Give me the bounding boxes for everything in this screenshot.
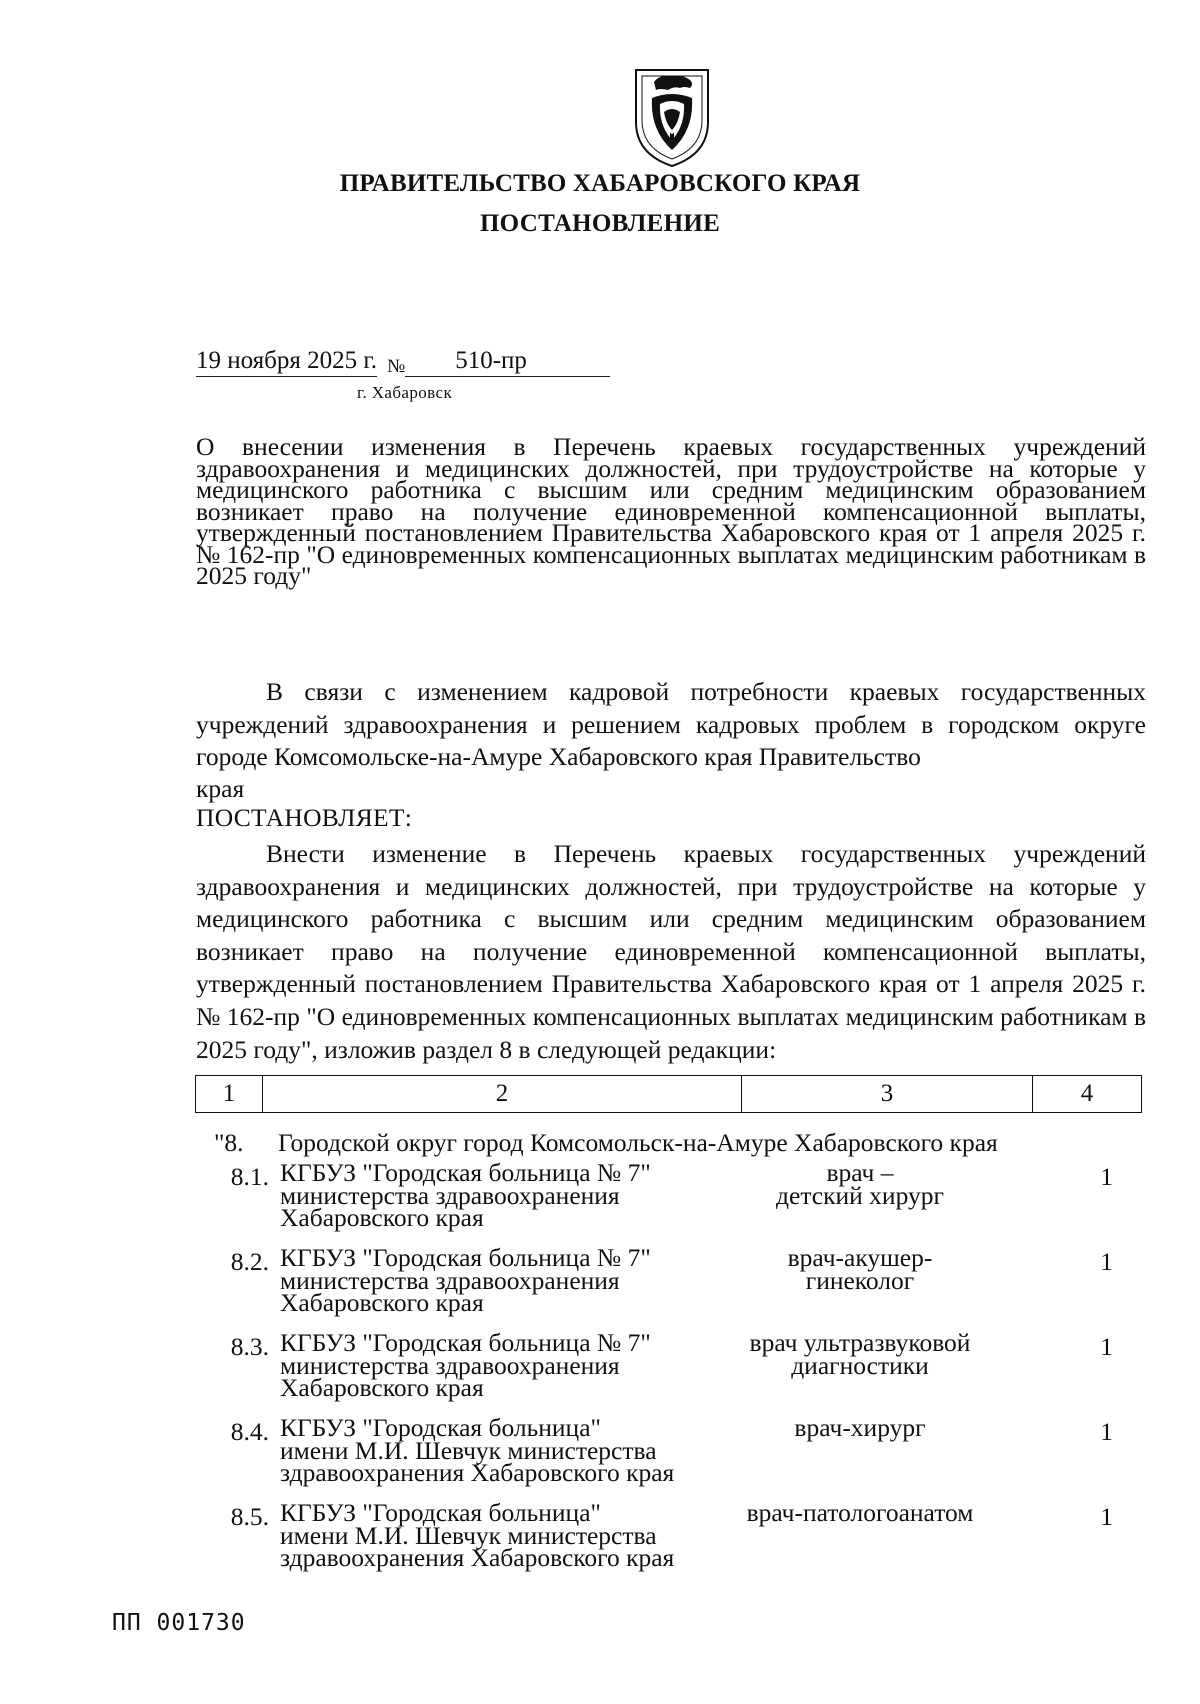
decree-number: 510-пр — [405, 347, 610, 377]
institution-line: здравоохранения Хабаровского края — [280, 1543, 675, 1572]
table-row — [195, 1328, 1142, 1417]
position-count: 1 — [1100, 1247, 1113, 1276]
institution-line: министерства здравоохранения — [280, 1180, 620, 1210]
column-header-2: 2 — [263, 1076, 742, 1113]
institution-line: Хабаровского края — [280, 1203, 484, 1232]
table-row — [195, 1158, 1142, 1247]
institution-line: имени М.И. Шевчук министерства — [280, 1435, 657, 1465]
date-number-line — [196, 347, 610, 378]
institution-line: КГБУЗ "Городская больница № 7" — [280, 1158, 651, 1187]
position-line: гинеколог — [805, 1265, 915, 1295]
institution-line: имени М.И. Шевчук министерства — [280, 1520, 657, 1550]
institution-line: министерства здравоохранения — [280, 1265, 620, 1295]
institution-name — [280, 1498, 730, 1572]
position-name — [735, 1158, 985, 1210]
number-sign: № — [387, 356, 406, 377]
position-line: врач-хирург — [794, 1413, 926, 1442]
institution-name — [280, 1158, 730, 1232]
column-header-3: 3 — [742, 1076, 1033, 1113]
table-row — [195, 1498, 1142, 1587]
column-header-1: 1 — [196, 1076, 263, 1113]
serial-stamp: ПП 001730 — [112, 1610, 246, 1636]
decree-subject: О внесении изменения в Перечень краевых государственных учреждений здравоохранения и медицинских должностей, при трудоустройстве на которые у медицинского работника с высшим или средним медицинским образованием возникает право на получение единовременной компенсационной выплаты, утвержденный постановлением Правительства Хабаровского края от 1 апреля 2025 г. № 162-пр "О единовременных компенсационных выплатах медицинским работникам в 2025 году" — [196, 432, 1146, 590]
table-body — [195, 1158, 1142, 1587]
institution-line: КГБУЗ "Городская больница № 7" — [280, 1328, 651, 1357]
decree-date: 19 ноября 2025 г. — [196, 347, 377, 377]
table-row — [195, 1243, 1142, 1332]
position-line: врач – — [826, 1158, 894, 1187]
position-count: 1 — [1100, 1162, 1113, 1191]
position-line: врач ультразвуковой — [749, 1328, 971, 1357]
position-name — [735, 1413, 985, 1442]
institution-line: КГБУЗ "Городская больница" — [280, 1413, 601, 1442]
resolves-heading: ПОСТАНОВЛЯЕТ: — [196, 803, 413, 832]
column-header-4: 4 — [1033, 1076, 1142, 1113]
institution-line: министерства здравоохранения — [280, 1350, 620, 1380]
row-number: 8.3. — [230, 1332, 269, 1361]
institution-name — [280, 1243, 730, 1317]
row-number: 8.1. — [230, 1162, 269, 1191]
preamble-end: края — [196, 774, 245, 803]
coat-of-arms-icon — [630, 62, 714, 170]
document-type: ПОСТАНОВЛЕНИЕ — [479, 210, 721, 237]
table-header — [195, 1075, 1142, 1113]
resolution-text: Внести изменение в Перечень краевых государственных учреждений здравоохранения и медицинских должностей, при трудоустройстве на которые у медицинского работника с высшим или средним медицинским образованием возникает право на получение единовременной компенсационной выплаты, утвержденный постановлением Правительства Хабаровского края от 1 апреля 2025 г. № 162-пр "О единовременных компенсационных выплатах медицинским работникам в 2025 году", изложив раздел 8 в следующей редакции: — [196, 839, 1146, 1064]
preamble: В связи с изменением кадровой потребности краевых государственных учреждений здравоохранения и решением кадровых проблем в городском округе городе Комсомольске-на-Амуре Хабаровского края Правительство — [196, 677, 1146, 772]
institution-name — [280, 1413, 730, 1487]
row-number: 8.2. — [230, 1247, 269, 1276]
position-line: детский хирург — [776, 1180, 944, 1210]
row-number: 8.4. — [230, 1417, 269, 1446]
position-line: диагностики — [791, 1350, 929, 1380]
position-line: врач-акушер- — [787, 1243, 933, 1272]
institution-line: КГБУЗ "Городская больница" — [280, 1498, 601, 1527]
position-count: 1 — [1100, 1502, 1113, 1531]
position-count: 1 — [1100, 1417, 1113, 1446]
government-title: ПРАВИТЕЛЬСТВО ХАБАРОВСКОГО КРАЯ — [339, 170, 861, 197]
institution-line: здравоохранения Хабаровского края — [280, 1458, 675, 1487]
institution-line: КГБУЗ "Городская больница № 7" — [280, 1243, 651, 1272]
institution-line: Хабаровского края — [280, 1373, 484, 1402]
section-title: Городской округ город Комсомольск-на-Амуре Хабаровского края — [278, 1128, 998, 1157]
section-heading — [214, 1128, 998, 1158]
section-number: "8. — [214, 1128, 244, 1157]
position-line: врач-патологоанатом — [746, 1498, 974, 1527]
row-number: 8.5. — [230, 1502, 269, 1531]
position-name — [735, 1243, 985, 1295]
institution-name — [280, 1328, 730, 1402]
position-count: 1 — [1100, 1332, 1113, 1361]
position-name — [735, 1498, 985, 1527]
position-name — [735, 1328, 985, 1380]
city: г. Хабаровск — [357, 383, 453, 402]
institution-line: Хабаровского края — [280, 1288, 484, 1317]
table-row — [195, 1413, 1142, 1502]
